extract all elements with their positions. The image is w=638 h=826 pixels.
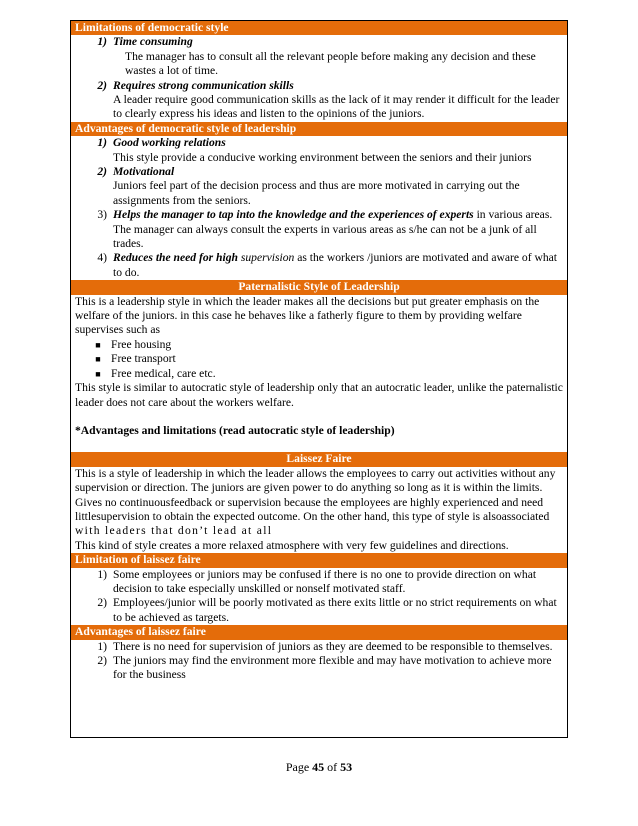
section-heading-advantages-democratic: Advantages of democratic style of leadership (71, 122, 567, 136)
list-item (71, 208, 567, 251)
item-text: This style provide a conducive working environment between the seniors and their juniors (113, 150, 532, 164)
item-content (113, 208, 567, 251)
section-heading-laissez-faire: Laissez Faire (71, 452, 567, 466)
list-item (71, 165, 567, 179)
current-page: 45 (312, 760, 325, 774)
item-number: 1) (97, 35, 107, 49)
item-text: The manager has to consult all the relevant people before making any decision and these wastes a lot of time. (125, 49, 536, 78)
list-item (71, 596, 567, 625)
item-text: Employees/junior will be poorly motivated as there exits little or no strict requirements on what to be achieved as targets. (113, 596, 557, 624)
paragraph-text: with leaders that don’t lead at all (75, 524, 273, 538)
item-text: Juniors feel part of the decision process and thus are more motivated in carrying out the assignments from the seniors. (113, 179, 520, 207)
page-frame (70, 20, 568, 738)
paragraph-text: This is a style of leadership in which the leader allows the employees to carry out activities without any supervision or direction. The juniors are given power to do anything so long as it is within the limits. Gives no continuousfeedback or supervision because the employees are highly experienced and need littlesupervision to obtain the expected outcome. On the other hand, this type of style is alsoassociated (75, 466, 556, 523)
bullet-item (71, 338, 567, 352)
item-text: The juniors may find the environment more flexible and may have motivation to achieve more for the business (113, 653, 552, 682)
item-text: A leader require good communication skills as the lack of it may render it difficult for the leader to clearly express his ideas and listen to the opinions of the juniors. (113, 93, 560, 121)
bullet-text: Free transport (111, 352, 176, 366)
item-text: as the workers /juniors are motivated and aware of what to do. (113, 251, 558, 279)
bullet-square-icon: ■ (95, 368, 101, 379)
item-title: Reduces the need for high (113, 251, 238, 265)
item-number: 2) (97, 78, 107, 92)
paragraph: This kind of style creates a more relaxed atmosphere with very few guidelines and directions. (75, 538, 509, 552)
item-title: Time consuming (113, 35, 193, 49)
bullet-square-icon: ■ (95, 354, 101, 365)
item-content (113, 251, 567, 280)
list-item (71, 640, 567, 654)
paragraph (71, 467, 567, 539)
item-title: Requires strong communication skills (113, 78, 294, 92)
list-item (71, 568, 567, 597)
item-number: 4) (97, 251, 107, 265)
item-number: 1) (97, 639, 107, 653)
bullet-item (71, 352, 567, 366)
note: *Advantages and limitations (read autocratic style of leadership) (75, 423, 395, 437)
total-pages: 53 (340, 760, 353, 774)
item-number: 2) (97, 596, 107, 610)
page-number-footer (0, 760, 638, 774)
item-title: Good working relations (113, 136, 226, 150)
section-heading-paternalistic: Paternalistic Style of Leadership (71, 280, 567, 294)
list-item (71, 251, 567, 280)
paragraph: This is a leadership style in which the leader makes all the decisions but put greater emphasis on the welfare of the juniors. in this case he behaves like a fatherly figure to them by providing welfare supervises such as (75, 294, 540, 337)
bullet-text: Free housing (111, 337, 172, 351)
item-text: There is no need for supervision of juniors as they are deemed to be responsible to themselves. (113, 639, 553, 653)
section-heading-limitation-laissez-faire: Limitation of laissez faire (71, 553, 567, 567)
list-item (71, 35, 567, 49)
footer-prefix: Page (285, 760, 313, 774)
list-item (71, 654, 567, 683)
bullet-item (71, 367, 567, 381)
item-number: 3) (97, 208, 107, 222)
item-number: 2) (97, 165, 107, 179)
paragraph: This style is similar to autocratic style of leadership only that an autocratic leader, unlike the paternalistic leader does not care about the workers welfare. (75, 381, 563, 409)
item-number: 1) (97, 567, 107, 581)
item-number: 1) (97, 136, 107, 150)
list-item (71, 79, 567, 93)
item-emphasis: supervision (237, 251, 295, 265)
item-title: Motivational (113, 165, 175, 179)
section-heading-limitations-democratic: Limitations of democratic style (71, 21, 567, 35)
footer-of: of (324, 760, 341, 774)
item-title: Helps the manager to tap into the knowledge and the experiences of experts (113, 208, 474, 222)
list-item (71, 136, 567, 150)
item-text: Some employees or juniors may be confused if there is no one to provide direction on what decision to take especially unskilled or nonself motivated staff. (113, 567, 537, 595)
item-number: 2) (97, 653, 107, 667)
bullet-text: Free medical, care etc. (111, 366, 216, 380)
section-heading-advantages-laissez-faire: Advantages of laissez faire (71, 625, 567, 639)
bullet-square-icon: ■ (95, 339, 101, 350)
item-text: in various areas. The manager can always consult the experts in various areas as s/he can not be a junk of all trades. (113, 208, 553, 251)
